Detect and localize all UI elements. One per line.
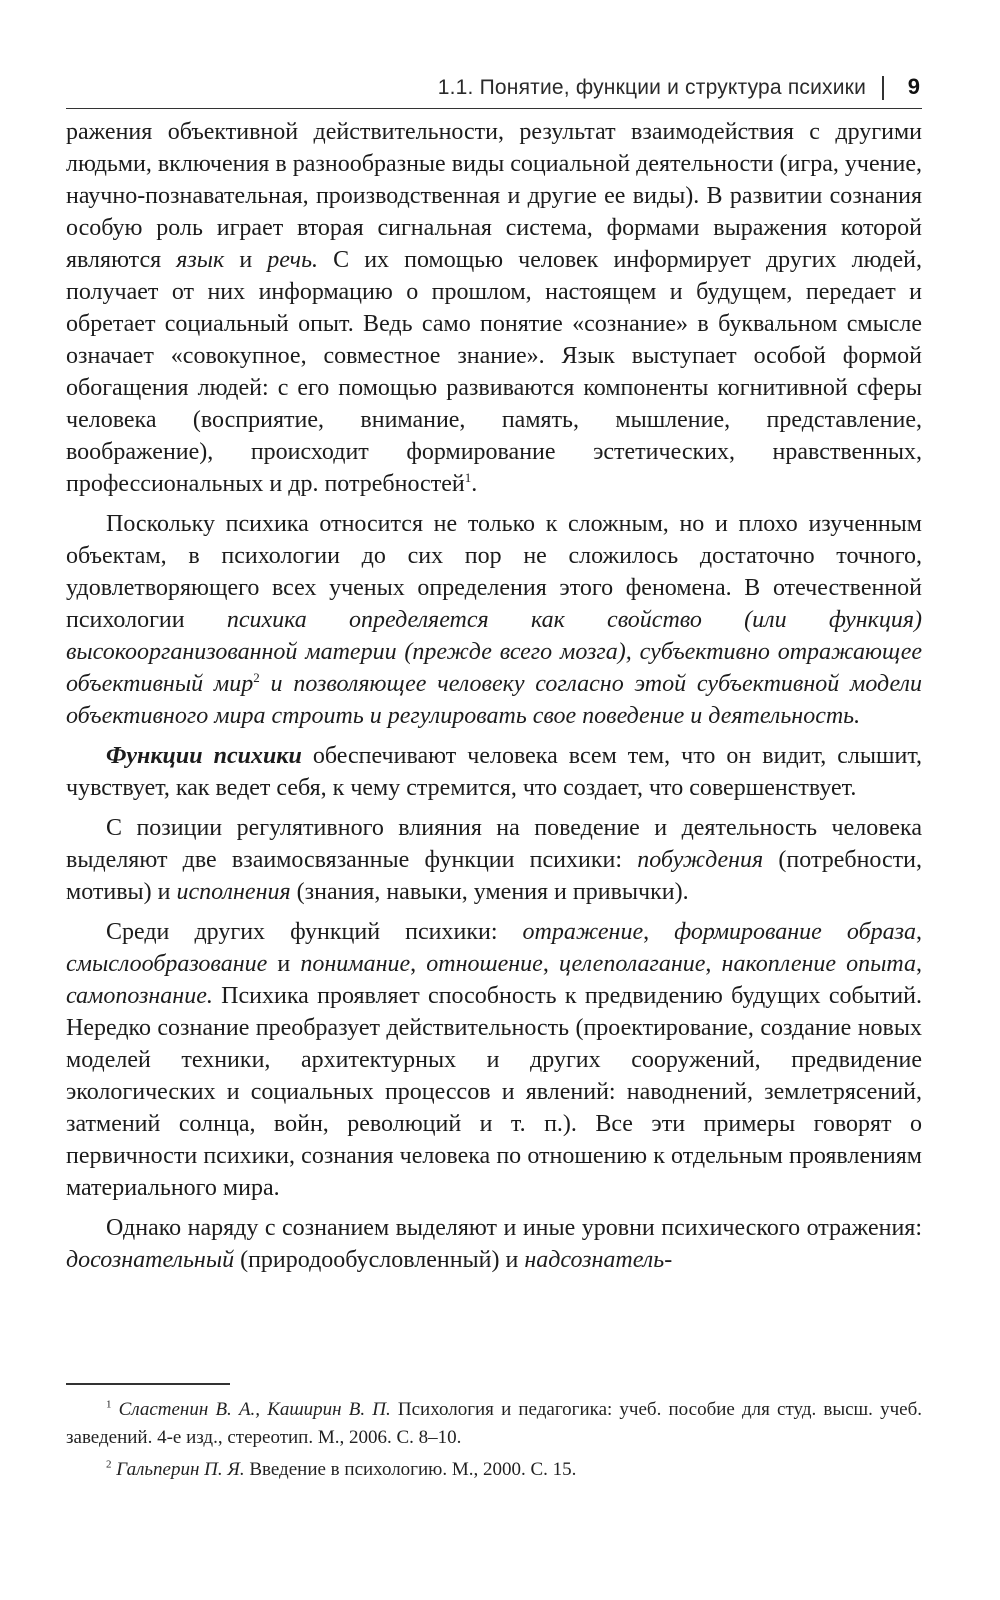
- term-functions: Функции психики: [106, 743, 302, 769]
- paragraph-6: Однако наряду с сознанием выделяют и иные уровни психического отражения: досознательный (природообусловленный) и надсознатель-: [66, 1215, 922, 1273]
- footnote-2: $^2$ Гальперин П. Я. Введение в психологию. М., 2000. С. 15.: [106, 1458, 577, 1480]
- page-number: 9: [907, 74, 920, 99]
- paragraph-5: Среди других функций психики: отражение, формирование образа, смыслообразование и понимание, отношение, целеполагание, накопление опыта, самопознание. Психика проявляет способность к предвидению будущих событий. Нередко сознание преобразует действительность (проектирование, создание новых моделей техники, архитектурных и других сооружений, предвидение экологических и социальных процессов и явлений: наводнений, землетрясений, затмений солнца, войн, революций и т. п.). Все эти примеры говорят о первичности психики, сознания человека по отношению к отдельным проявлениям материального мира.: [66, 919, 923, 1201]
- header-divider: [882, 76, 884, 100]
- paragraph-2: Поскольку психика относится не только к сложным, но и плохо изученным объектам, в психологии до сих пор не сложилось достаточно точного, удовлетворяющего всех ученых определения этого феномена. В отечественной психологии психика определяется как свойство (или функция) высокоорганизованной материи (прежде всего мозга), субъективно отражающее объективный мир$^2$ и позволяющее человеку согласно этой субъективной модели объективного мира строить и регулировать свое поведение и деятельность.: [66, 511, 923, 729]
- main-text: [66, 116, 922, 1284]
- paragraph-4: С позиции регулятивного влияния на поведение и деятельность человека выделяют две взаимосвязанные функции психики: побуждения (потребности, мотивы) и исполнения (знания, навыки, умения и привычки).: [66, 815, 923, 905]
- paragraph-1: ражения объективной действительности, результат взаимодействия с другими людьми, включения в разнообразные виды социальной деятельности (игра, учение, научно-познавательная, производственная и другие ее виды). В развитии сознания особую роль играет вторая сигнальная система, формами выражения которой являются язык и речь. С их помощью человек информирует других людей, получает от них информацию о прошлом, настоящем и будущем, передает и обретает социальный опыт. Ведь само понятие «сознание» в буквальном смысле означает «совокупное, совместное знание». Язык выступает особой формой обогащения людей: с его помощью развиваются компоненты когнитивной сферы человека (восприятие, внимание, память, мышление, представление, воображение), происходит формирование эстетических, нравственных, профессиональных и др. потребностей$^1$.: [66, 119, 923, 497]
- section-title: 1.1. Понятие, функции и структура психики: [437, 76, 866, 99]
- footnote-1: $^1$ Сластенин В. А., Каширин В. П. Психология и педагогика: учеб. пособие для студ. высш. учеб. заведений. 4-е изд., стереотип. М., 2006. С. 8–10.: [66, 1398, 922, 1448]
- footnote-divider: [66, 1383, 230, 1385]
- footnote-ref-1[interactable]: 1: [464, 470, 472, 485]
- footnote-authors: Сластенин В. А., Каширин В. П.: [118, 1399, 391, 1420]
- footnotes: [66, 1396, 922, 1488]
- footnote-ref-2[interactable]: 2: [253, 670, 260, 685]
- running-header: [66, 72, 922, 109]
- footnote-authors: Гальперин П. Я.: [116, 1459, 245, 1480]
- paragraph-3: Функции психики обеспечивают человека всем тем, что он видит, слышит, чувствует, как ведет себя, к чему стремится, что создает, что совершенствует.: [66, 743, 923, 801]
